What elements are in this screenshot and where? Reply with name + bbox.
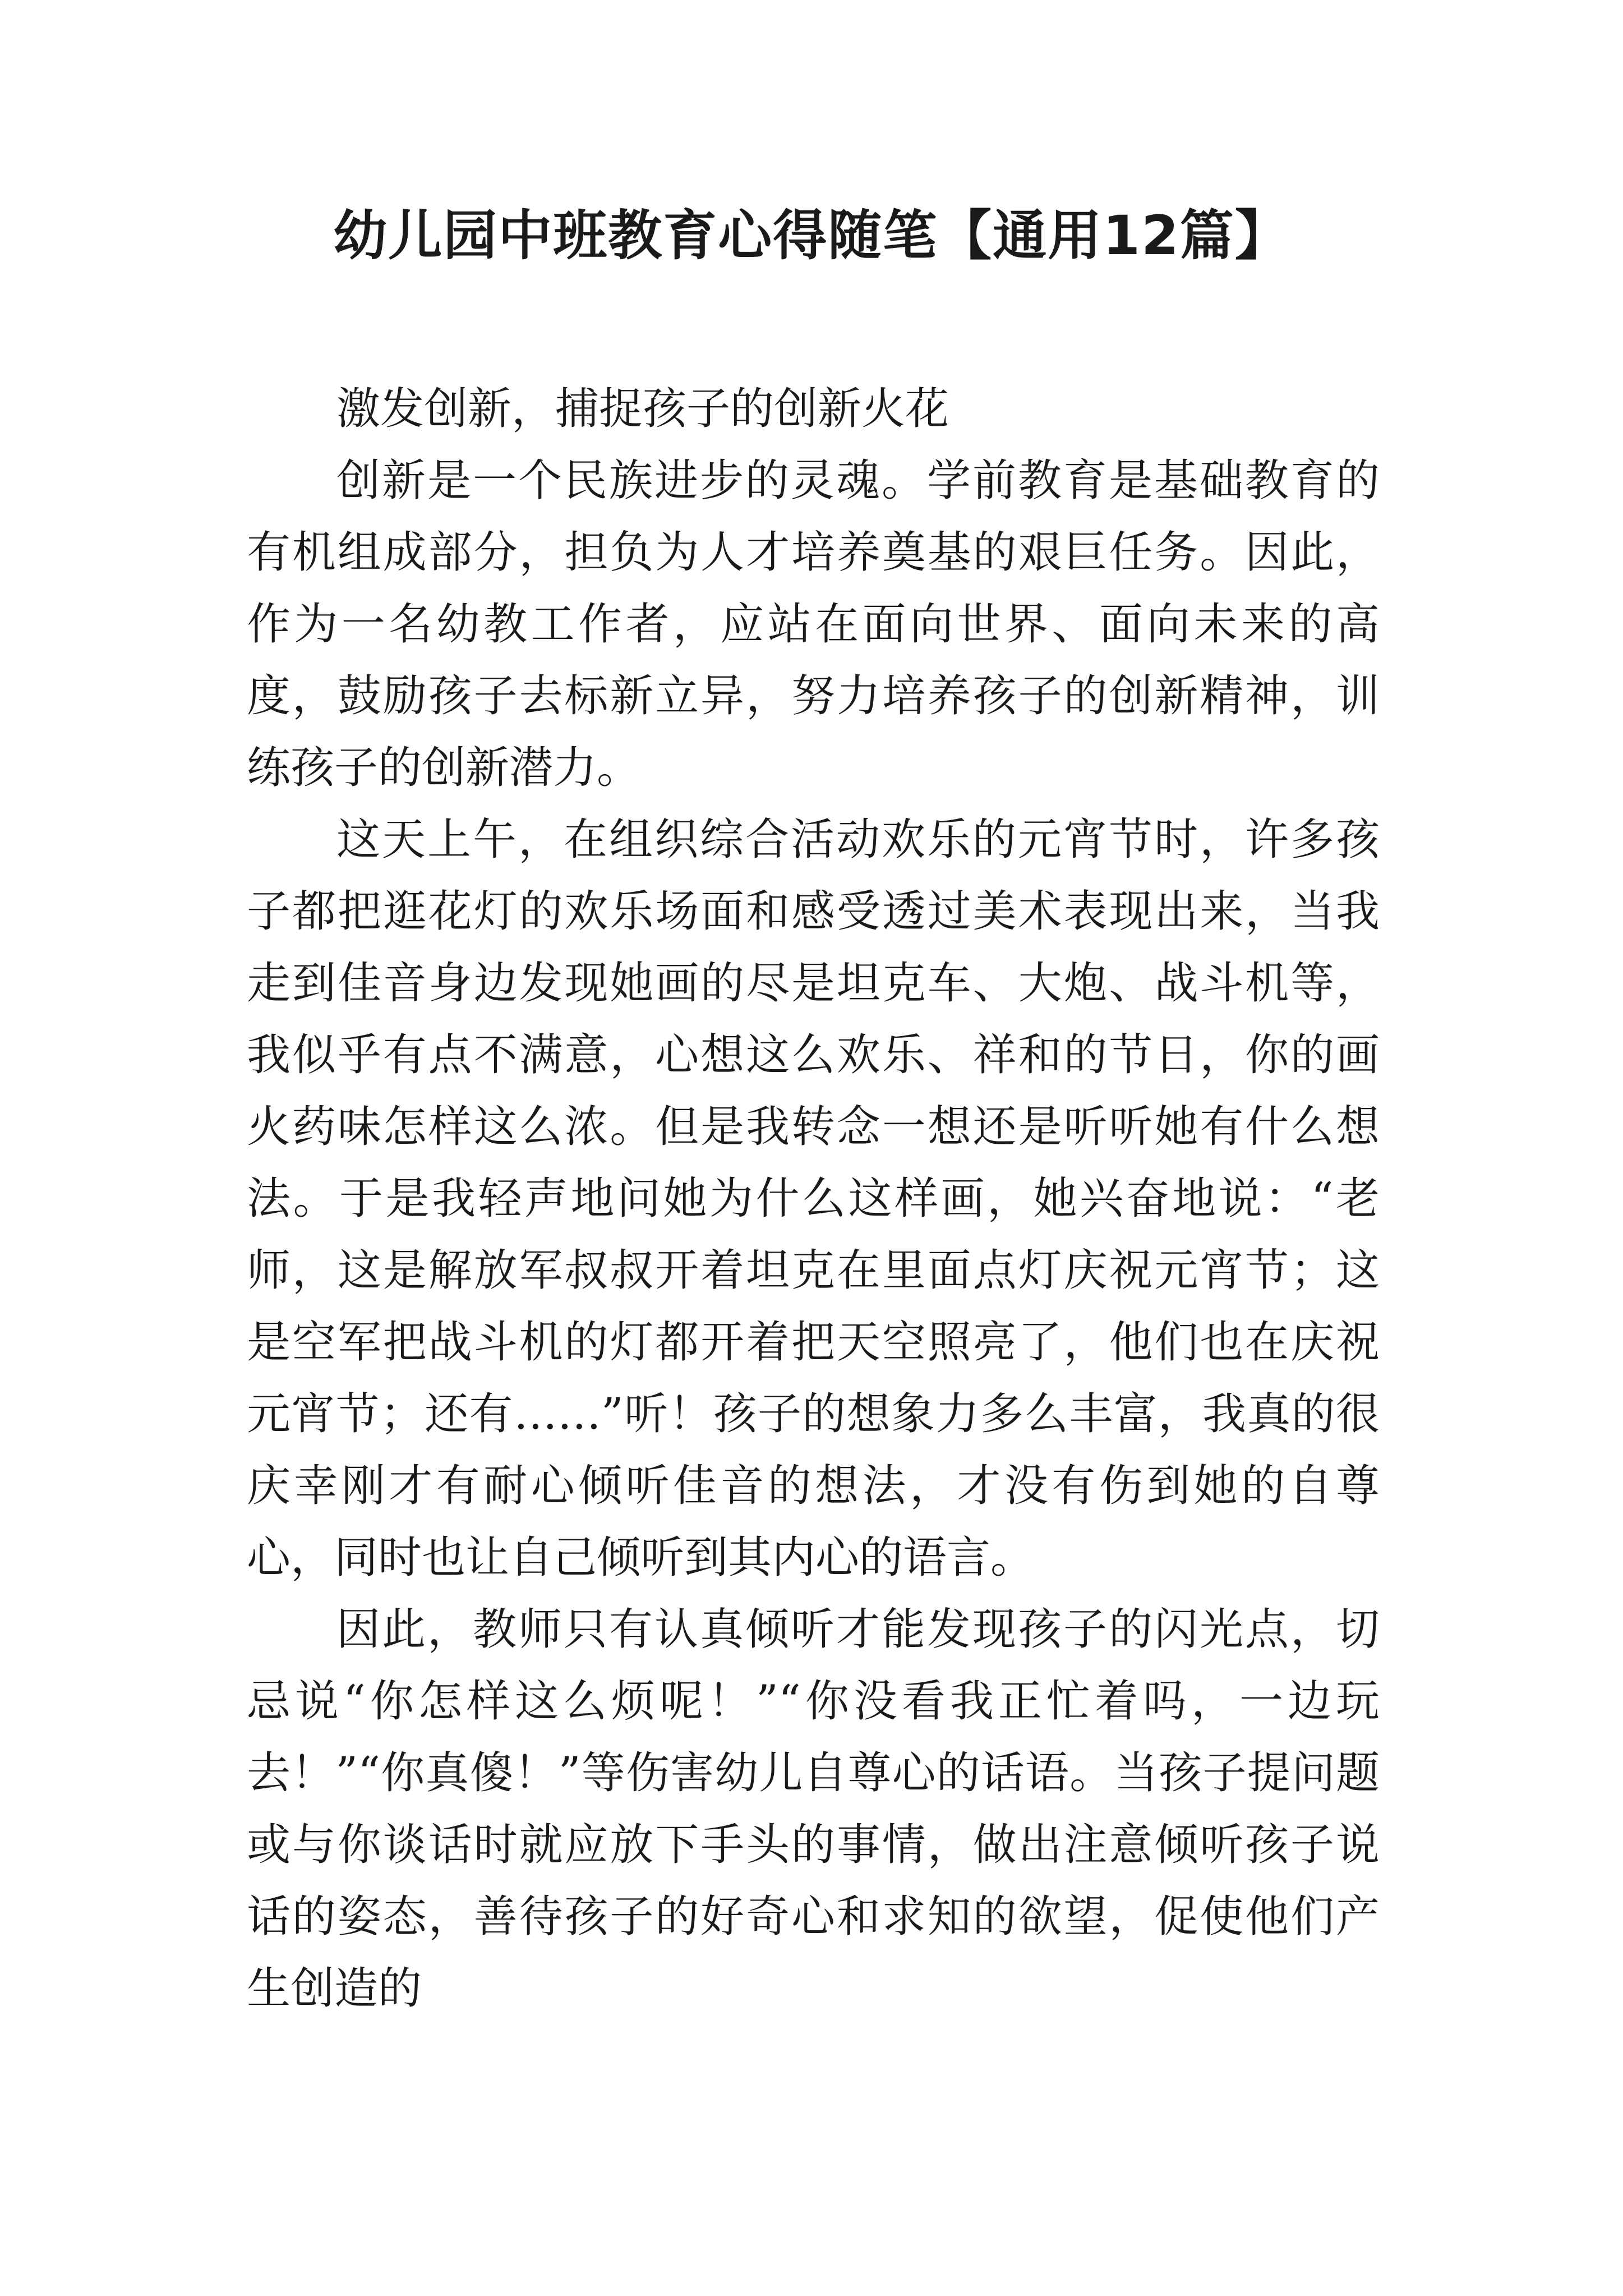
- section-heading: 激发创新，捕捉孩子的创新火花: [336, 384, 949, 434]
- document-body: [247, 373, 1380, 2024]
- document-title: 幼儿园中班教育心得随笔【通用12篇】: [333, 204, 1290, 267]
- paragraph-1: 创新是一个民族进步的灵魂。学前教育是基础教育的有机组成部分，担负为人才培养奠基的艰巨任务。因此，作为一名幼教工作者，应站在面向世界、面向未来的高度，鼓励孩子去标新立异，努力培养孩子的创新精神，训练孩子的创新潜力。: [247, 455, 1380, 793]
- paragraph-3: 因此，教师只有认真倾听才能发现孩子的闪光点，切忌说“你怎样这么烦呢！”“你没看我正忙着吗，一边玩去！”“你真傻！”等伤害幼儿自尊心的话语。当孩子提问题或与你谈话时就应放下手头的事情，做出注意倾听孩子说话的姿态，善待孩子的好奇心和求知的欲望，促使他们产生创造的: [247, 1604, 1380, 2014]
- paragraph-2: 这天上午，在组织综合活动欢乐的元宵节时，许多孩子都把逛花灯的欢乐场面和感受透过美术表现出来，当我走到佳音身边发现她画的尽是坦克车、大炮、战斗机等，我似乎有点不满意，心想这么欢乐、祥和的节日，你的画火药味怎样这么浓。但是我转念一想还是听听她有什么想法。于是我轻声地问她为什么这样画，她兴奋地说：“老师，这是解放军叔叔开着坦克在里面点灯庆祝元宵节；这是空军把战斗机的灯都开着把天空照亮了，他们也在庆祝元宵节；还有……”听！孩子的想象力多么丰富，我真的很庆幸刚才有耐心倾听佳音的想法，才没有伤到她的自尊心，同时也让自己倾听到其内心的语言。: [247, 815, 1380, 1583]
